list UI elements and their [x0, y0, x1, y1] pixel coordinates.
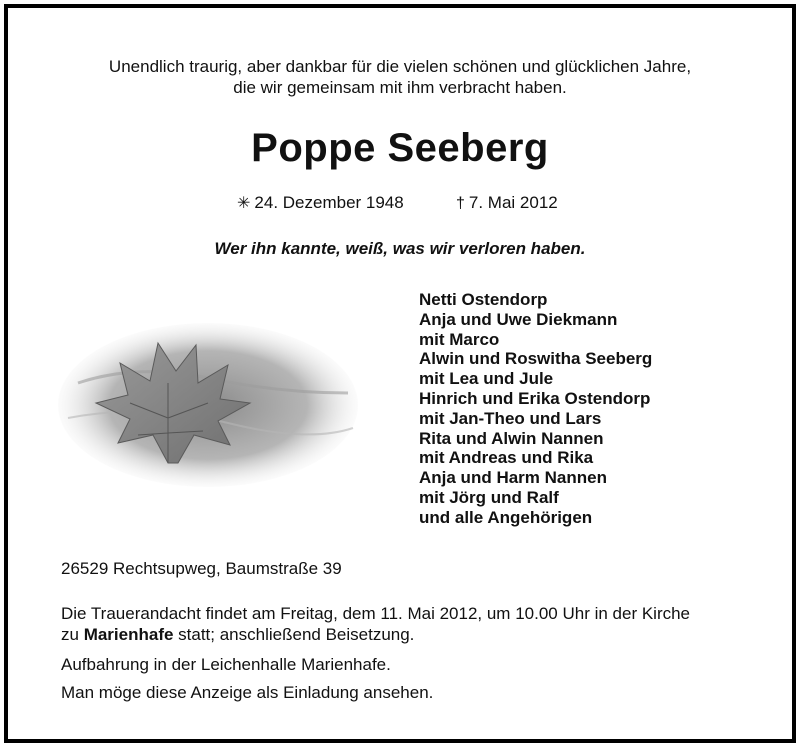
death-cross-icon: †	[456, 195, 465, 212]
family-member: mit Lea und Jule	[419, 369, 554, 389]
family-member: Alwin und Roswitha Seeberg	[419, 349, 653, 369]
family-list	[419, 290, 652, 528]
service-place: Marienhafe	[83, 625, 174, 644]
service-line-1: Die Trauerandacht findet am Freitag, dem 11. Mai 2012, um 10.00 Uhr in der Kirche	[61, 604, 691, 623]
death-date-text: 7. Mai 2012	[468, 193, 558, 212]
service-line-2-suffix: statt; anschließend Beisetzung.	[173, 625, 415, 644]
family-member: Netti Ostendorp	[419, 290, 548, 309]
birth-date-text: 24. Dezember 1948	[254, 193, 404, 212]
maple-leaf-icon	[58, 323, 358, 488]
family-member: Hinrich und Erika Ostendorp	[419, 388, 651, 408]
intro-line-1: Unendlich traurig, aber dankbar für die vielen schönen und glücklichen Jahre,	[108, 57, 692, 76]
family-member: mit Jörg und Ralf	[419, 487, 559, 507]
intro-line-2: die wir gemeinsam mit ihm verbracht haben.	[233, 78, 567, 97]
death-date	[456, 193, 558, 213]
laying-out-info: Aufbahrung in der Leichenhalle Marienhafe.	[61, 655, 391, 674]
service-line-2-prefix: zu	[61, 625, 84, 644]
family-member: und alle Angehörigen	[419, 507, 593, 527]
birth-star-icon: ✳	[237, 195, 251, 212]
family-member: Anja und Harm Nannen	[419, 468, 607, 488]
invitation-note: Man möge diese Anzeige als Einladung ansehen.	[61, 683, 434, 702]
service-line-2	[61, 624, 690, 645]
obituary-frame	[4, 4, 796, 743]
birth-date	[237, 193, 404, 213]
deceased-name: Poppe Seeberg	[251, 126, 549, 170]
address: 26529 Rechtsupweg, Baumstraße 39	[61, 559, 342, 578]
family-member: mit Marco	[419, 329, 500, 349]
memorial-quote: Wer ihn kannte, weiß, was wir verloren haben.	[214, 239, 586, 258]
service-info	[61, 603, 690, 645]
family-member: mit Andreas und Rika	[419, 448, 594, 468]
family-member: Rita und Alwin Nannen	[419, 428, 604, 448]
intro-text	[8, 56, 792, 98]
family-member: Anja und Uwe Diekmann	[419, 309, 618, 329]
family-member: mit Jan-Theo und Lars	[419, 408, 602, 428]
